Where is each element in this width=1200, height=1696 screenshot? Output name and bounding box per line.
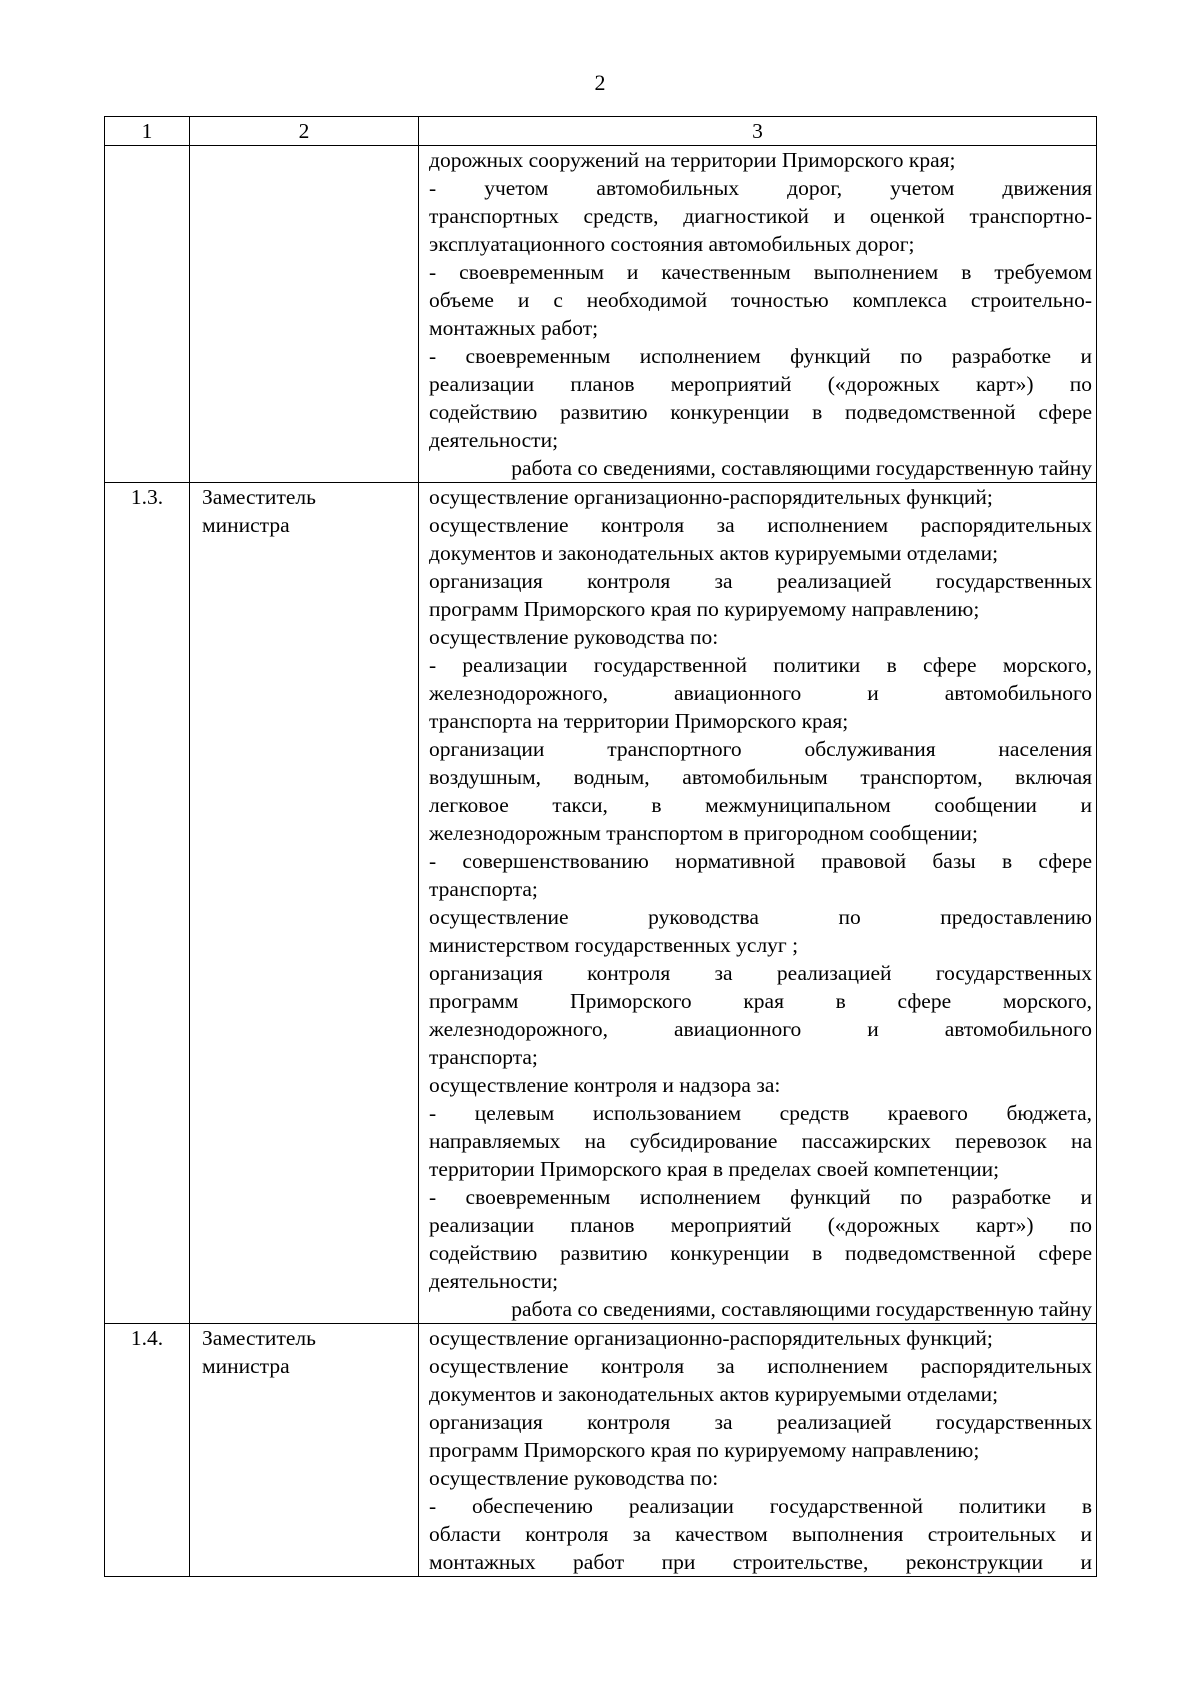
duty-line: осуществление контроля за исполнением распорядительных [429,513,1092,537]
duty-line: осуществление руководства по предоставлению [429,905,1092,929]
header-cell-3: 3 [419,117,1097,146]
duty-line: - учетом автомобильных дорог, учетом движения [429,176,1092,200]
duty-line: организации транспортного обслуживания населения [429,737,1092,761]
table-row [105,1324,1097,1577]
duty-line: легковое такси, в межмуниципальном сообщении и [429,793,1092,817]
duty-line: эксплуатационного состояния автомобильных дорог; [429,232,915,256]
duty-line: организация контроля за реализацией государственных [429,569,1092,593]
duty-line: области контроля за качеством выполнения строительных и [429,1522,1092,1546]
duty-line: деятельности; [429,428,559,452]
table-row [105,483,1097,1324]
duty-line: деятельности; [429,1269,559,1293]
duty-line: организация контроля за реализацией государственных [429,961,1092,985]
duty-line: монтажных работ; [429,316,599,340]
duty-line: - обеспечению реализации государственной политики в [429,1494,1092,1518]
duty-line: транспорта; [429,877,538,901]
duty-line: реализации планов мероприятий («дорожных карт») по [429,372,1092,396]
duties-cell [419,483,1097,1324]
duty-line: содействию развитию конкуренции в подведомственной сфере [429,1241,1092,1265]
duty-line: железнодорожным транспортом в пригородном сообщении; [429,821,978,845]
duty-line: - совершенствованию нормативной правовой базы в сфере [429,849,1092,873]
page-number: 2 [594,70,606,95]
duty-line: работа со сведениями, составляющими государственную тайну [511,1297,1092,1321]
duty-line: транспортных средств, диагностикой и оценкой транспортно- [429,204,1092,228]
position-cell [190,1324,419,1577]
duty-line: программ Приморского края по курируемому направлению; [429,1438,980,1462]
row-number [105,146,190,483]
duty-line: министерством государственных услуг ; [429,933,799,957]
duties-cell [419,1324,1097,1577]
row-number: 1.4. [105,1324,190,1577]
table-row [105,146,1097,483]
duty-line: транспорта; [429,1045,538,1069]
position-cell [190,483,419,1324]
duty-line: реализации планов мероприятий («дорожных карт») по [429,1213,1092,1237]
duty-line: - целевым использованием средств краевого бюджета, [429,1101,1092,1125]
duty-line: - своевременным и качественным выполнением в требуемом [429,260,1092,284]
duty-line: монтажных работ при строительстве, реконструкции и [429,1550,1092,1574]
duty-line: направляемых на субсидирование пассажирских перевозок на [429,1129,1092,1153]
duty-line: программ Приморского края в сфере морского, [429,989,1092,1013]
duty-line: железнодорожного, авиационного и автомобильного [429,681,1092,705]
duty-line: осуществление контроля и надзора за: [429,1073,781,1097]
position-line: министра [202,513,290,537]
duty-line: содействию развитию конкуренции в подведомственной сфере [429,400,1092,424]
duty-line: железнодорожного, авиационного и автомобильного [429,1017,1092,1041]
duty-line: транспорта на территории Приморского края; [429,709,849,733]
duty-line: - своевременным исполнением функций по разработке и [429,1185,1092,1209]
header-cell-2: 2 [190,117,419,146]
position-line: Заместитель [202,1326,316,1350]
duty-line: осуществление руководства по: [429,625,719,649]
duty-line: работа со сведениями, составляющими государственную тайну [511,456,1092,480]
header-cell-1: 1 [105,117,190,146]
duty-line: осуществление организационно-распорядительных функций; [429,1326,993,1350]
duty-line: - своевременным исполнением функций по разработке и [429,344,1092,368]
duty-line: территории Приморского края в пределах своей компетенции; [429,1157,1000,1181]
duty-line: организация контроля за реализацией государственных [429,1410,1092,1434]
duty-line: - реализации государственной политики в сфере морского, [429,653,1092,677]
position-line: министра [202,1354,290,1378]
position-cell [190,146,419,483]
duty-line: документов и законодательных актов курируемыми отделами; [429,1382,999,1406]
duty-line: объеме и с необходимой точностью комплекса строительно- [429,288,1092,312]
table-header-row [105,117,1097,146]
responsibilities-table [104,116,1097,1577]
duty-line: программ Приморского края по курируемому направлению; [429,597,980,621]
position-line: Заместитель [202,485,316,509]
duty-line: документов и законодательных актов курируемыми отделами; [429,541,999,565]
duty-line: осуществление руководства по: [429,1466,719,1490]
duty-line: осуществление организационно-распорядительных функций; [429,485,993,509]
row-number: 1.3. [105,483,190,1324]
duty-line: воздушным, водным, автомобильным транспортом, включая [429,765,1092,789]
duty-line: осуществление контроля за исполнением распорядительных [429,1354,1092,1378]
duty-line: дорожных сооружений на территории Приморского края; [429,148,956,172]
duties-cell [419,146,1097,483]
